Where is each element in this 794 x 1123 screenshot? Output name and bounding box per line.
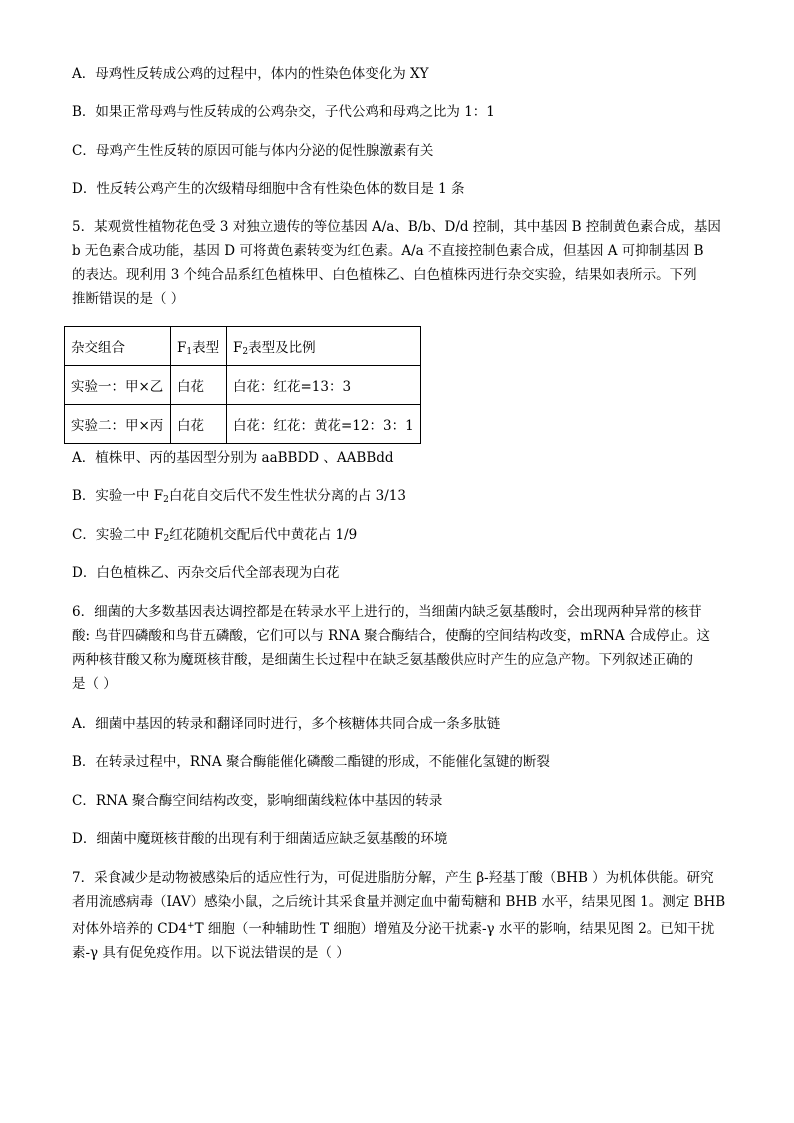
q6-stem-line: 6．细菌的大多数基因表达调控都是在转录水平上进行的，当细菌内缺乏氨基酸时，会出现两种异常的核苷	[72, 604, 702, 620]
q7-stem-line: 素-γ 具有促免疫作用。以下说法错误的是（ ）	[72, 945, 350, 961]
q5-option-c: C．实验二中 $F_2$红花随机交配后代中黄花占 1/9	[72, 527, 358, 544]
q5-stem-line: 推断错误的是（ ）	[72, 291, 185, 307]
q4-option-b: B．如果正常母鸡与性反转成的公鸡杂交，子代公鸡和母鸡之比为 1：1	[72, 104, 495, 120]
table-row	[65, 366, 421, 405]
q6-stem-line: 两种核苷酸又称为魔斑核苷酸，是细菌生长过程中在缺乏氨基酸供应时产生的应急产物。下列叙述正确的	[72, 652, 693, 668]
q5-stem-line: 5．某观赏性植物花色受 3 对独立遗传的等位基因 A/a、B/b、D/d 控制，其中基因 B 控制黄色素合成，基因	[72, 219, 721, 235]
q6-option-c: C．RNA 聚合酶空间结构改变，影响细菌线粒体中基因的转录	[72, 793, 443, 809]
table-row	[65, 405, 421, 444]
q5-stem-line: b 无色素合成功能，基因 D 可将黄色素转变为红色素。A/a 不直接控制色素合成，但基因 A 可抑制基因 B	[72, 243, 704, 259]
q6-option-d: D．细菌中魔斑核苷酸的出现有利于细菌适应缺乏氨基酸的环境	[72, 831, 448, 847]
q7-stem	[72, 866, 726, 965]
q7-stem-line: 者用流感病毒（IAV）感染小鼠，之后统计其采食量并测定血中葡萄糖和 BHB 水平，结果见图 1。测定 BHB	[72, 894, 726, 910]
q5-stem	[72, 215, 722, 311]
q7-stem-line: 7．采食减少是动物被感染后的适应性行为，可促进脂肪分解，产生 β-羟基丁酸（BHB ）为机体供能。研究	[72, 870, 714, 886]
q7-stem-line: 对体外培养的 CD4+T 细胞（一种辅助性 T 细胞）增殖及分泌干扰素-γ 水平的影响，结果见图 2。已知干扰	[72, 921, 715, 937]
q6-stem	[72, 600, 722, 696]
q5-cross-table	[64, 326, 421, 444]
q5-option-b: B．实验一中 $F_2$白花自交后代不发生性状分离的占 3/13	[72, 488, 406, 505]
q5-stem-line: 的表达。现利用 3 个纯合品系红色植株甲、白色植株乙、白色植株丙进行杂交实验，结果如表所示。下列	[72, 267, 697, 283]
q6-stem-line: 是（ ）	[72, 676, 117, 692]
q6-option-a: A．细菌中基因的转录和翻译同时进行，多个核糖体共同合成一条多肽链	[72, 716, 501, 732]
q4-option-d: D．性反转公鸡产生的次级精母细胞中含有性染色体的数目是 1 条	[72, 181, 465, 197]
cell-combo: 实验二：甲×丙	[65, 405, 171, 444]
cell-f1: 白花	[171, 405, 227, 444]
q5-option-d: D．白色植株乙、丙杂交后代全部表现为白花	[72, 565, 340, 581]
q6-stem-line: 酸: 鸟苷四磷酸和鸟苷五磷酸，它们可以与 RNA 聚合酶结合，使酶的空间结构改变，mRNA 合成停止。这	[72, 628, 710, 644]
header-f2-phenotype-ratio: $F_2$表型及比例	[227, 327, 421, 366]
cell-f2: 白花：红花=13：3	[227, 366, 421, 405]
cell-f2: 白花：红花：黄花=12：3：1	[227, 405, 421, 444]
q4-option-c: C．母鸡产生性反转的原因可能与体内分泌的促性腺激素有关	[72, 143, 434, 159]
cell-combo: 实验一：甲×乙	[65, 366, 171, 405]
q6-option-b: B．在转录过程中，RNA 聚合酶能催化磷酸二酯键的形成，不能催化氢键的断裂	[72, 754, 550, 770]
cell-f1: 白花	[171, 366, 227, 405]
q4-option-a: A．母鸡性反转成公鸡的过程中，体内的性染色体变化为 XY	[72, 66, 429, 82]
header-cross-combo: 杂交组合	[65, 327, 171, 366]
table-header-row	[65, 327, 421, 366]
header-f1-phenotype: $F_1$表型	[171, 327, 227, 366]
q5-option-a: A．植株甲、丙的基因型分别为 aaBBDD 、AABBdd	[72, 450, 394, 466]
